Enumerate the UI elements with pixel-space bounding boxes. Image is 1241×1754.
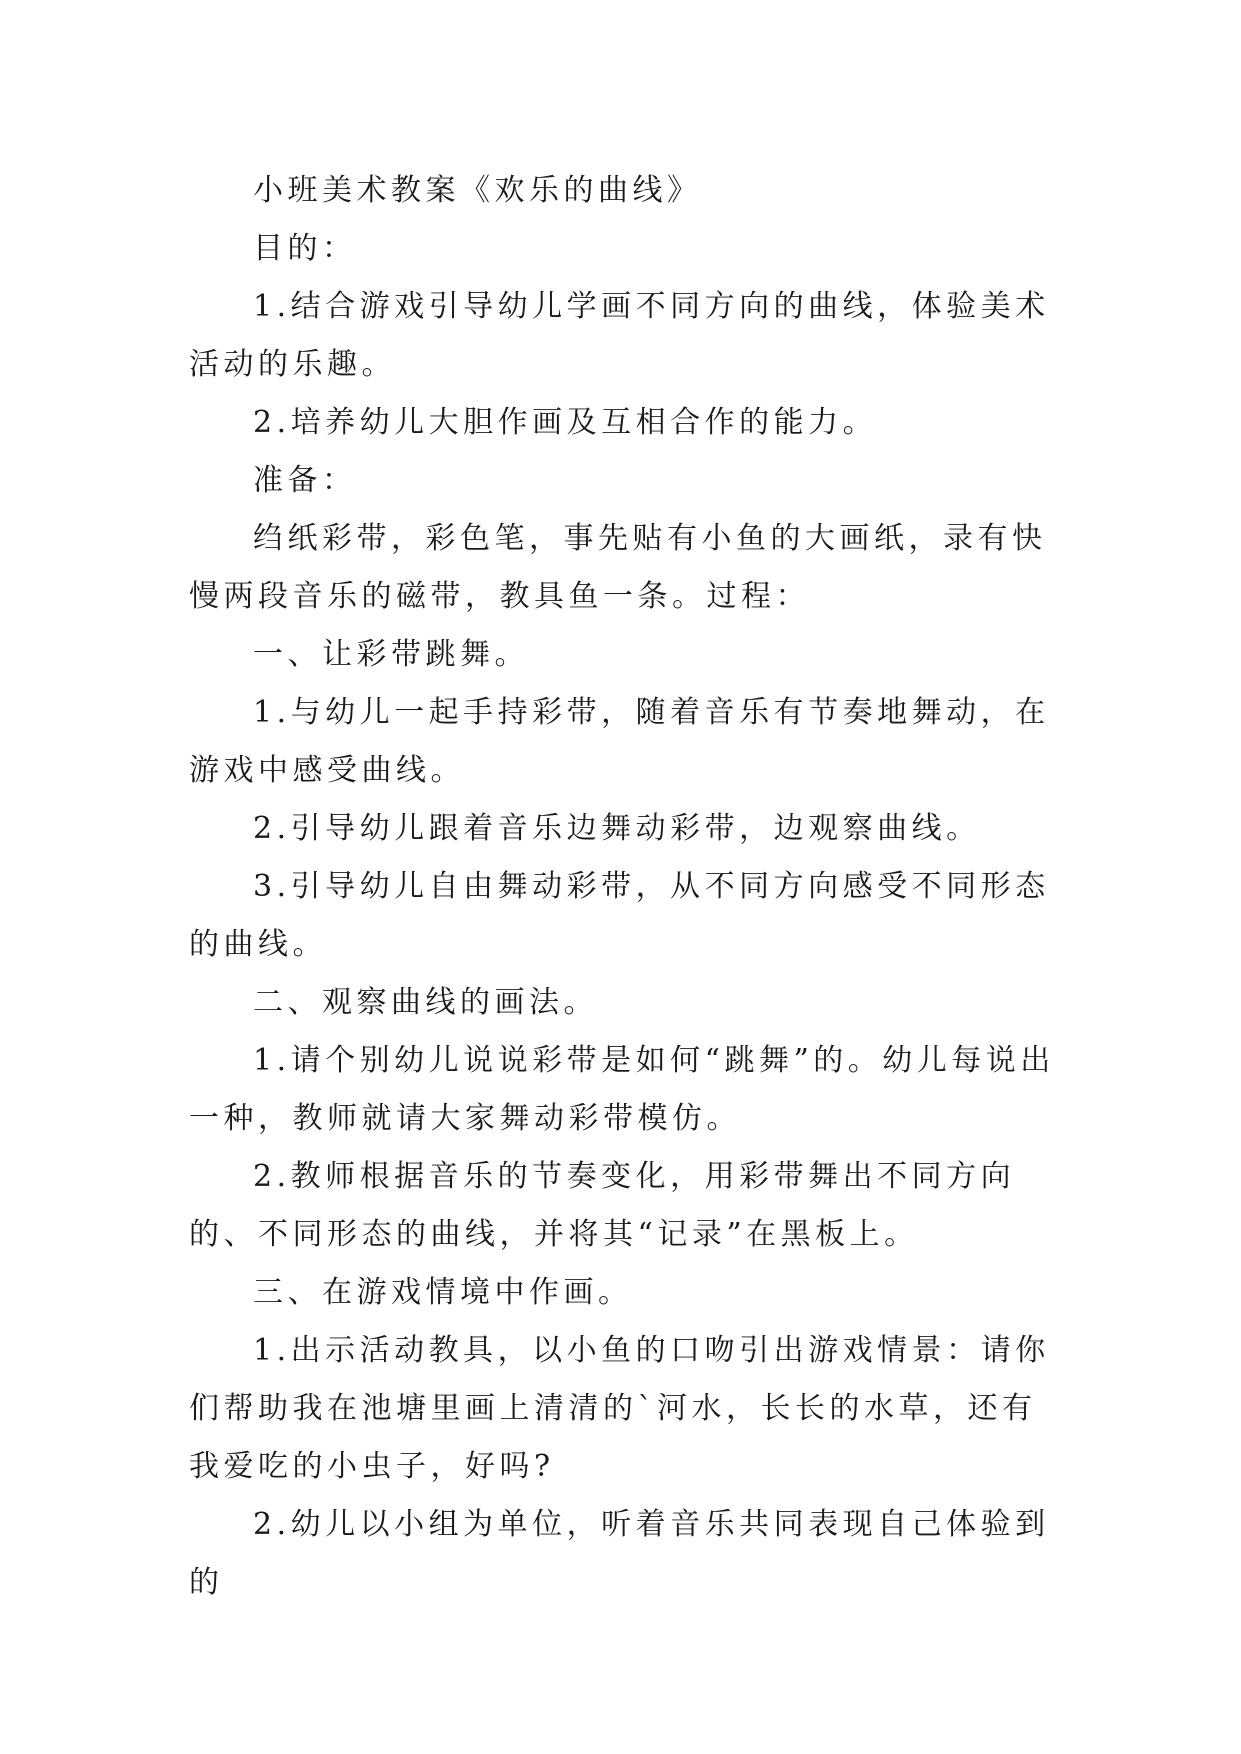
section-3-item-2: 2.幼儿以小组为单位，听着音乐共同表现自己体验到的 bbox=[189, 1507, 1050, 1600]
document-title: 小班美术教案《欢乐的曲线》 bbox=[253, 173, 702, 208]
objective-item-1: 1.结合游戏引导幼儿学画不同方向的曲线，体验美术活动的乐趣。 bbox=[189, 289, 1050, 382]
section-1-item-1: 1.与幼儿一起手持彩带，随着音乐有节奏地舞动，在游戏中感受曲线。 bbox=[189, 695, 1050, 788]
heading-objectives: 目的： bbox=[253, 231, 357, 266]
document-body bbox=[189, 162, 1069, 1612]
objective-item-2: 2.培养幼儿大胆作画及互相合作的能力。 bbox=[253, 405, 878, 440]
section-heading-1: 一、让彩带跳舞。 bbox=[253, 637, 529, 672]
section-1-item-2: 2.引导幼儿跟着音乐边舞动彩带，边观察曲线。 bbox=[253, 811, 981, 846]
section-heading-2: 二、观察曲线的画法。 bbox=[253, 985, 598, 1020]
section-3-item-1: 1.出示活动教具，以小鱼的口吻引出游戏情景：请你们帮助我在池塘里画上清清的`河水，长长的水草，还有我爱吃的小虫子，好吗? bbox=[189, 1333, 1050, 1484]
section-2-item-2: 2.教师根据音乐的节奏变化，用彩带舞出不同方向的、不同形态的曲线，并将其“记录”在黑板上。 bbox=[189, 1159, 1016, 1252]
section-2-item-1: 1.请个别幼儿说说彩带是如何“跳舞”的。幼儿每说出一种，教师就请大家舞动彩带模仿。 bbox=[189, 1043, 1055, 1136]
heading-preparation: 准备： bbox=[253, 463, 357, 498]
section-heading-3: 三、在游戏情境中作画。 bbox=[253, 1275, 633, 1310]
preparation-text: 绉纸彩带，彩色笔，事先贴有小鱼的大画纸，录有快慢两段音乐的磁带，教具鱼一条。过程： bbox=[189, 521, 1047, 614]
section-1-item-3: 3.引导幼儿自由舞动彩带，从不同方向感受不同形态的曲线。 bbox=[189, 869, 1050, 962]
